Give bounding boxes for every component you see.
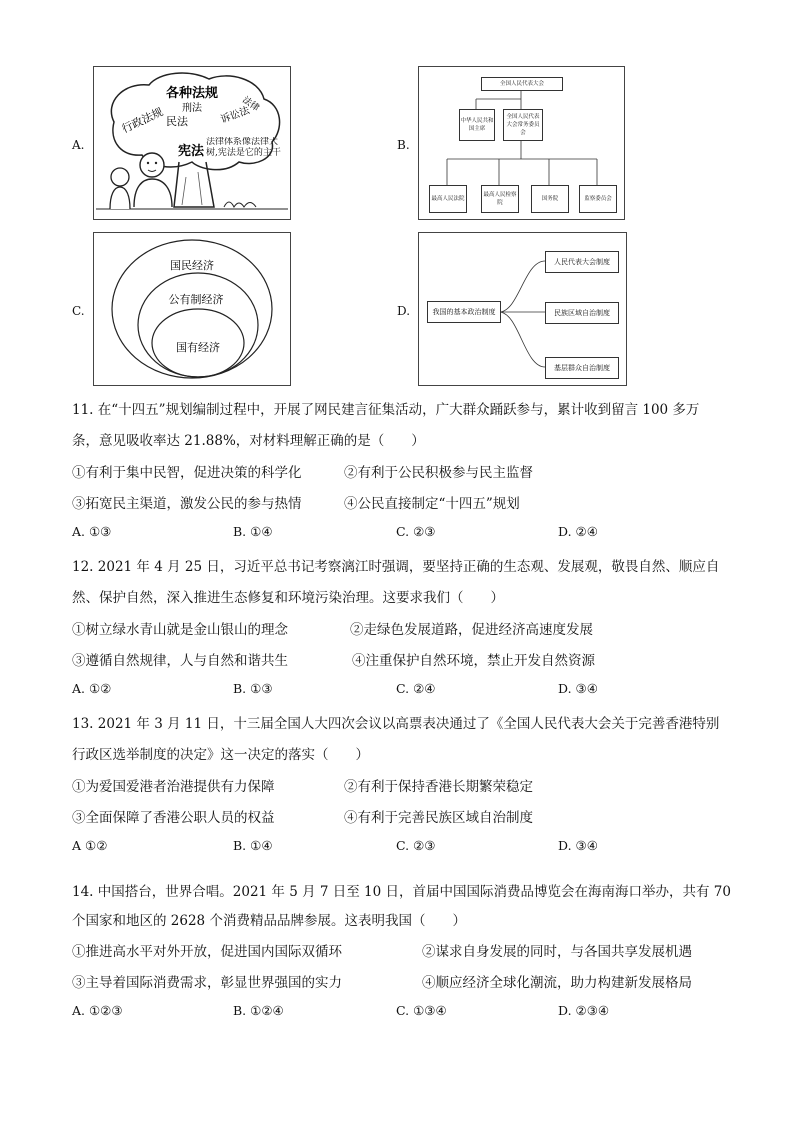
q11-stem-line2: 条，意见吸收率达 21.88%，对材料理解正确的是（ ） — [72, 433, 425, 449]
q11-choice-d[interactable]: D. ②④ — [558, 524, 598, 539]
middle-label-public-ownership: 公有制经济 — [168, 293, 224, 306]
q12-statement-4: ④注重保护自然环境，禁止开发自然资源 — [352, 653, 595, 669]
option-c-nested-diagram — [93, 232, 291, 386]
trunk-constitution: 宪法 — [178, 144, 205, 159]
q12-statement-3: ③遵循自然规律，人与自然和谐共生 — [72, 653, 288, 669]
q11-statement-2: ②有利于公民积极参与民主监督 — [344, 465, 533, 481]
q11-statement-1: ①有利于集中民智，促进决策的科学化 — [72, 465, 302, 481]
q12-stem-line1: 12. 2021 年 4 月 25 日，习近平总书记考察漓江时强调，要坚持正确的生态观、发展观，敬畏自然、顺应自 — [72, 559, 720, 575]
q11-statement-4: ④公民直接制定“十四五”规划 — [344, 496, 520, 512]
q13-statement-2: ②有利于保持香港长期繁荣稳定 — [344, 779, 533, 795]
q12-statement-1: ①树立绿水青山就是金山银山的理念 — [72, 622, 288, 638]
q12-choice-c[interactable]: C. ②④ — [396, 681, 436, 696]
branch-procedure-law: 诉讼法 — [219, 105, 252, 126]
q11-stem-line1: 11. 在“十四五”规划编制过程中，开展了网民建言征集活动，广大群众踊跃参与，累计收到留言 100 多万 — [72, 402, 700, 418]
branch-civil-law: 民法 — [166, 115, 188, 128]
org-node-supreme-court: 最高人民法院 — [429, 185, 467, 213]
org-node-president: 中华人民共和国主席 — [459, 109, 495, 141]
q14-stem-line2: 个国家和地区的 2628 个消费精品品牌参展。这表明我国（ ） — [72, 913, 466, 929]
q13-statement-3: ③全面保障了香港公职人员的权益 — [72, 810, 275, 826]
q13-stem-line1: 13. 2021 年 3 月 11 日，十三届全国人大四次会议以高票表决通过了《全国人民代表大会关于完善香港特别 — [72, 716, 720, 732]
root-basic-political-system: 我国的基本政治制度 — [427, 301, 501, 323]
inner-label-state-owned: 国有经济 — [176, 341, 220, 354]
q12-stem-line2: 然、保护自然，深入推进生态修复和环境污染治理。这要求我们（ ） — [72, 590, 504, 606]
branch-grassroots-autonomy: 基层群众自治制度 — [545, 357, 619, 379]
nested-ellipses — [94, 233, 290, 385]
q11-choice-c[interactable]: C. ②③ — [396, 524, 436, 539]
outer-label-national-economy: 国民经济 — [170, 259, 214, 272]
q13-statement-1: ①为爱国爱港者治港提供有力保障 — [72, 779, 275, 795]
tree-cartoon-illustration — [94, 67, 290, 219]
q12-choice-a[interactable]: A. ①② — [72, 681, 112, 696]
q13-stem-line2: 行政区选举制度的决定》这一决定的落实（ ） — [72, 747, 369, 763]
q13-choice-b[interactable]: B. ①④ — [233, 838, 273, 853]
option-b-letter: B. — [397, 138, 410, 152]
q14-choice-d[interactable]: D. ②③④ — [558, 1003, 610, 1018]
q11-choice-b[interactable]: B. ①④ — [233, 524, 273, 539]
q11-choice-a[interactable]: A. ①③ — [72, 524, 112, 539]
q14-statement-4: ④顺应经济全球化潮流，助力构建新发展格局 — [422, 975, 692, 991]
branch-regional-autonomy: 民族区域自治制度 — [545, 302, 619, 324]
speech-bubble-text: 法律体系像法律大树,宪法是它的主干 — [206, 137, 281, 158]
q13-choice-a[interactable]: A ①② — [72, 838, 108, 853]
org-node-state-council: 国务院 — [531, 185, 569, 213]
q13-choice-c[interactable]: C. ②③ — [396, 838, 436, 853]
q12-choice-d[interactable]: D. ③④ — [558, 681, 598, 696]
option-d-letter: D. — [397, 304, 411, 318]
option-a-letter: A. — [72, 138, 85, 152]
org-node-standing-committee: 全国人民代表大会常务委员会 — [503, 109, 543, 141]
option-b-org-chart — [418, 66, 625, 220]
q12-statement-2: ②走绿色发展道路，促进经济高速度发展 — [350, 622, 593, 638]
branch-law: 法律 — [240, 95, 261, 114]
branch-npc-system: 人民代表大会制度 — [545, 251, 619, 273]
org-node-supervisory-commission: 监察委员会 — [579, 185, 617, 213]
option-a-cartoon — [93, 66, 291, 220]
option-d-system-diagram — [418, 232, 627, 386]
q14-statement-3: ③主导着国际消费需求，彰显世界强国的实力 — [72, 975, 342, 991]
q11-statement-3: ③拓宽民主渠道，激发公民的参与热情 — [72, 496, 302, 512]
org-node-procuratorate: 最高人民检察院 — [481, 185, 519, 213]
q13-statement-4: ④有利于完善民族区域自治制度 — [344, 810, 533, 826]
q14-statement-1: ①推进高水平对外开放，促进国内国际双循环 — [72, 944, 342, 960]
q14-statement-2: ②谋求自身发展的同时，与各国共享发展机遇 — [422, 944, 692, 960]
q14-choice-c[interactable]: C. ①③④ — [396, 1003, 447, 1018]
q12-choice-b[interactable]: B. ①③ — [233, 681, 273, 696]
q13-choice-d[interactable]: D. ③④ — [558, 838, 598, 853]
tree-title-text: 各种法规 — [165, 86, 219, 101]
q14-choice-a[interactable]: A. ①②③ — [72, 1003, 123, 1018]
org-node-npc: 全国人民代表大会 — [481, 77, 563, 91]
q14-choice-b[interactable]: B. ①②④ — [233, 1003, 284, 1018]
q14-stem-line1: 14. 中国搭台，世界合唱。2021 年 5 月 7 日至 10 日，首届中国国际消费品博览会在海南海口举办，共有 70 — [72, 884, 731, 900]
option-c-letter: C. — [72, 304, 85, 318]
branch-criminal-law: 刑法 — [182, 103, 202, 114]
branch-admin-regulations: 行政法规 — [119, 105, 166, 136]
